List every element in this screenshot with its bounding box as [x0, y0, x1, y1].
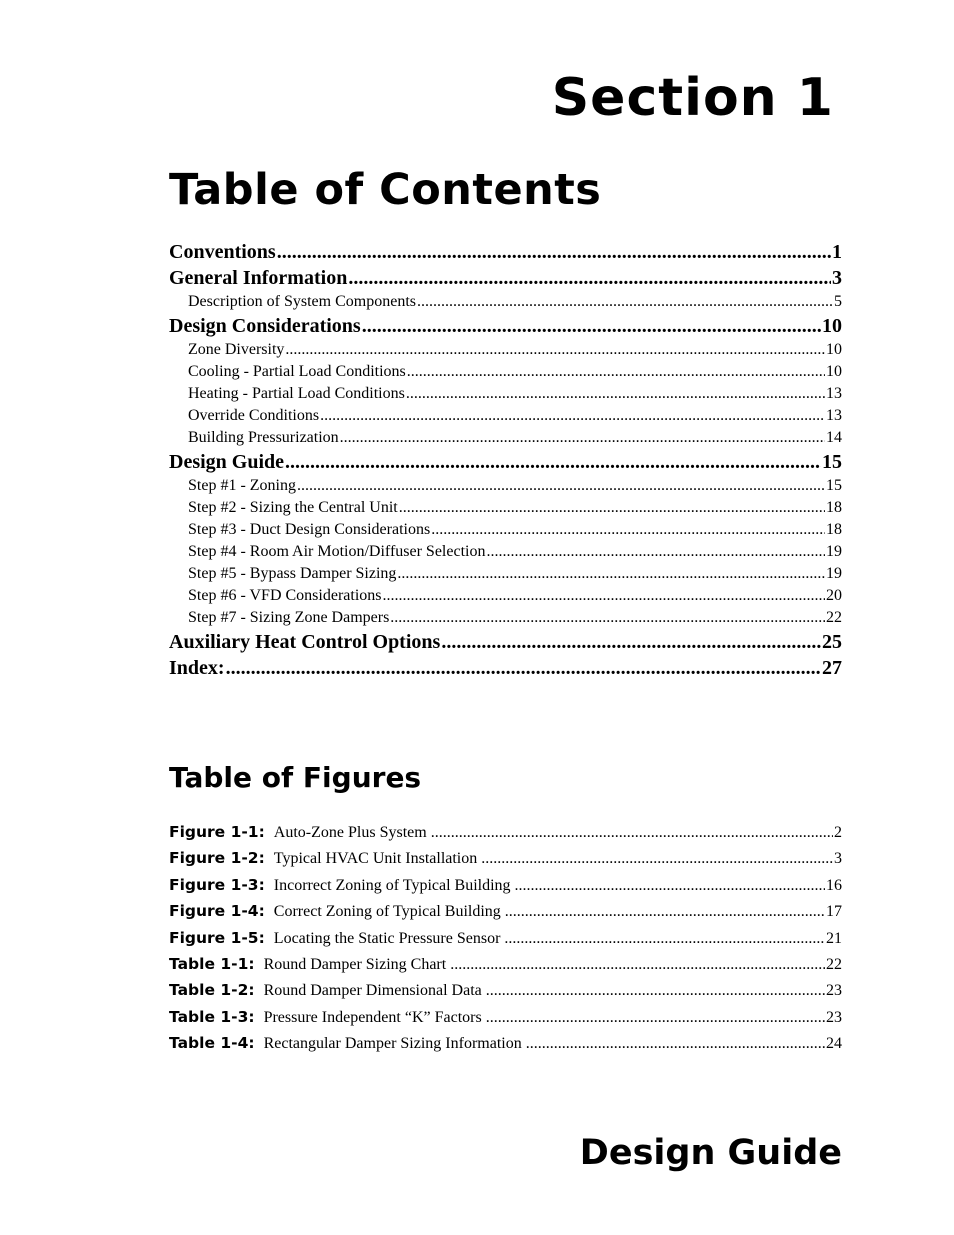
dot-leader	[486, 978, 825, 1004]
table-entry-id: Table 1-3:	[169, 1007, 255, 1026]
toc-entry[interactable]	[169, 427, 842, 449]
figure-entry-id: Figure 1-1:	[169, 823, 265, 841]
table-entry-page: 23	[826, 1008, 842, 1026]
dot-leader	[450, 952, 825, 978]
toc-entry-label: Step #6 - VFD Considerations	[188, 587, 382, 604]
figure-entry-label: Auto-Zone Plus System	[273, 824, 427, 841]
toc-entry-page: 18	[826, 499, 842, 516]
dot-leader	[417, 291, 833, 313]
toc-entry-label: Step #5 - Bypass Damper Sizing	[188, 565, 397, 582]
figure-entry-id: Figure 1-4:	[169, 902, 265, 921]
dot-leader	[486, 1005, 825, 1031]
toc-entry-page: 10	[826, 341, 842, 358]
toc-entry[interactable]	[169, 541, 842, 563]
toc-entry[interactable]	[169, 585, 842, 607]
figure-entry-page: 21	[826, 929, 842, 947]
toc-entry-label: Step #1 - Zoning	[188, 477, 296, 494]
figures-list	[169, 819, 842, 1057]
toc-entry[interactable]	[169, 449, 842, 475]
table-entry-label: Pressure Independent “K” Factors	[263, 1008, 482, 1026]
toc-entry-page: 5	[834, 293, 842, 310]
toc-entry-label: Design Guide	[169, 451, 285, 473]
toc-entry-label: Index:	[169, 657, 225, 679]
toc-entry-label: Override Conditions	[188, 407, 320, 424]
toc-entry-page: 27	[822, 657, 842, 679]
table-entry-id: Table 1-2:	[169, 981, 255, 1000]
figure-entry[interactable]	[169, 898, 842, 924]
figure-entry-id: Figure 1-5:	[169, 928, 265, 947]
dot-leader	[431, 519, 825, 541]
toc-entry-page: 13	[826, 407, 842, 424]
table-entry[interactable]	[169, 1030, 842, 1056]
toc-entry-page: 18	[826, 521, 842, 538]
toc-entry-page: 3	[832, 267, 842, 289]
toc-entry[interactable]	[169, 519, 842, 541]
dot-leader	[431, 820, 833, 846]
toc-entry[interactable]	[169, 629, 842, 655]
dot-leader	[397, 563, 825, 585]
toc-entry[interactable]	[169, 291, 842, 313]
dot-leader	[526, 1031, 825, 1057]
dot-leader	[340, 427, 825, 449]
dot-leader	[297, 475, 825, 497]
dot-leader	[505, 899, 825, 925]
table-entry[interactable]	[169, 1004, 842, 1030]
toc-entry-label: Auxiliary Heat Control Options	[169, 631, 441, 653]
table-entry[interactable]	[169, 951, 842, 977]
toc-entry-page: 14	[826, 429, 842, 446]
figure-entry-label: Locating the Static Pressure Sensor	[273, 929, 501, 947]
dot-leader	[504, 926, 825, 952]
figure-entry[interactable]	[169, 845, 842, 871]
dot-leader	[406, 383, 825, 405]
toc-entry[interactable]	[169, 563, 842, 585]
toc-entry-page: 13	[826, 385, 842, 402]
toc-entry-label: Description of System Components	[188, 293, 416, 310]
toc-entry[interactable]	[169, 475, 842, 497]
figure-entry-id: Figure 1-3:	[169, 875, 265, 894]
table-entry-page: 23	[826, 982, 842, 1000]
toc-entry-page: 19	[826, 565, 842, 582]
toc-entry-label: Building Pressurization	[188, 429, 339, 446]
table-entry-id: Table 1-4:	[169, 1034, 255, 1053]
toc-heading: Table of Contents	[169, 165, 602, 215]
toc-entry-page: 15	[826, 477, 842, 494]
dot-leader	[390, 607, 825, 629]
toc-entry-label: Step #4 - Room Air Motion/Diffuser Selection	[188, 543, 486, 560]
dot-leader	[320, 405, 825, 427]
figure-entry[interactable]	[169, 925, 842, 951]
toc-entry-label: Step #3 - Duct Design Considerations	[188, 521, 431, 538]
figure-entry[interactable]	[169, 819, 842, 845]
dot-leader	[348, 265, 831, 291]
section-title: Section 1	[551, 68, 834, 128]
dot-leader	[441, 629, 821, 655]
toc-entry[interactable]	[169, 239, 842, 265]
figure-entry-page: 2	[834, 824, 842, 841]
toc-entry[interactable]	[169, 313, 842, 339]
figure-entry-page: 16	[826, 876, 842, 894]
table-entry-label: Rectangular Damper Sizing Information	[263, 1035, 522, 1053]
toc-entry-label: Zone Diversity	[188, 341, 285, 358]
figure-entry-label: Typical HVAC Unit Installation	[273, 850, 478, 868]
footer-title: Design Guide	[579, 1133, 842, 1173]
toc-entry-page: 20	[826, 587, 842, 604]
toc-entry-label: Step #2 - Sizing the Central Unit	[188, 499, 398, 516]
toc-list	[169, 239, 842, 681]
toc-entry[interactable]	[169, 497, 842, 519]
toc-entry-label: Heating - Partial Load Conditions	[188, 385, 405, 402]
dot-leader	[285, 449, 821, 475]
toc-entry-page: 10	[826, 363, 842, 380]
toc-entry-page: 15	[822, 451, 842, 473]
toc-entry-page: 22	[826, 609, 842, 626]
dot-leader	[399, 497, 825, 519]
figure-entry-label: Incorrect Zoning of Typical Building	[273, 876, 511, 894]
table-entry-label: Round Damper Dimensional Data	[263, 982, 482, 1000]
figure-entry-id: Figure 1-2:	[169, 849, 265, 868]
table-entry-page: 24	[826, 1035, 842, 1053]
figure-entry[interactable]	[169, 872, 842, 898]
dot-leader	[486, 541, 825, 563]
toc-entry-page: 19	[826, 543, 842, 560]
toc-entry-page: 10	[822, 315, 842, 337]
dot-leader	[226, 655, 821, 681]
table-entry[interactable]	[169, 977, 842, 1003]
toc-entry-page: 25	[822, 631, 842, 653]
figures-heading: Table of Figures	[169, 761, 422, 794]
toc-entry-label: General Information	[169, 267, 348, 289]
figure-entry-page: 3	[834, 850, 842, 868]
toc-entry-label: Conventions	[169, 241, 276, 263]
table-entry-page: 22	[826, 955, 842, 973]
figure-entry-page: 17	[826, 903, 842, 921]
dot-leader	[277, 239, 831, 265]
dot-leader	[382, 585, 825, 607]
toc-entry-label: Step #7 - Sizing Zone Dampers	[188, 609, 390, 626]
dot-leader	[407, 361, 825, 383]
toc-entry[interactable]	[169, 405, 842, 427]
toc-entry[interactable]	[169, 655, 842, 681]
dot-leader	[515, 873, 825, 899]
table-entry-id: Table 1-1:	[169, 954, 255, 973]
toc-entry[interactable]	[169, 383, 842, 405]
dot-leader	[285, 339, 825, 361]
toc-entry-label: Design Considerations	[169, 315, 361, 337]
dot-leader	[362, 313, 821, 339]
toc-entry[interactable]	[169, 265, 842, 291]
toc-entry[interactable]	[169, 361, 842, 383]
dot-leader	[481, 846, 833, 872]
figure-entry-label: Correct Zoning of Typical Building	[273, 903, 501, 921]
toc-entry-label: Cooling - Partial Load Conditions	[188, 363, 406, 380]
table-entry-label: Round Damper Sizing Chart	[263, 955, 447, 973]
toc-entry-page: 1	[832, 241, 842, 263]
toc-entry[interactable]	[169, 339, 842, 361]
toc-entry[interactable]	[169, 607, 842, 629]
